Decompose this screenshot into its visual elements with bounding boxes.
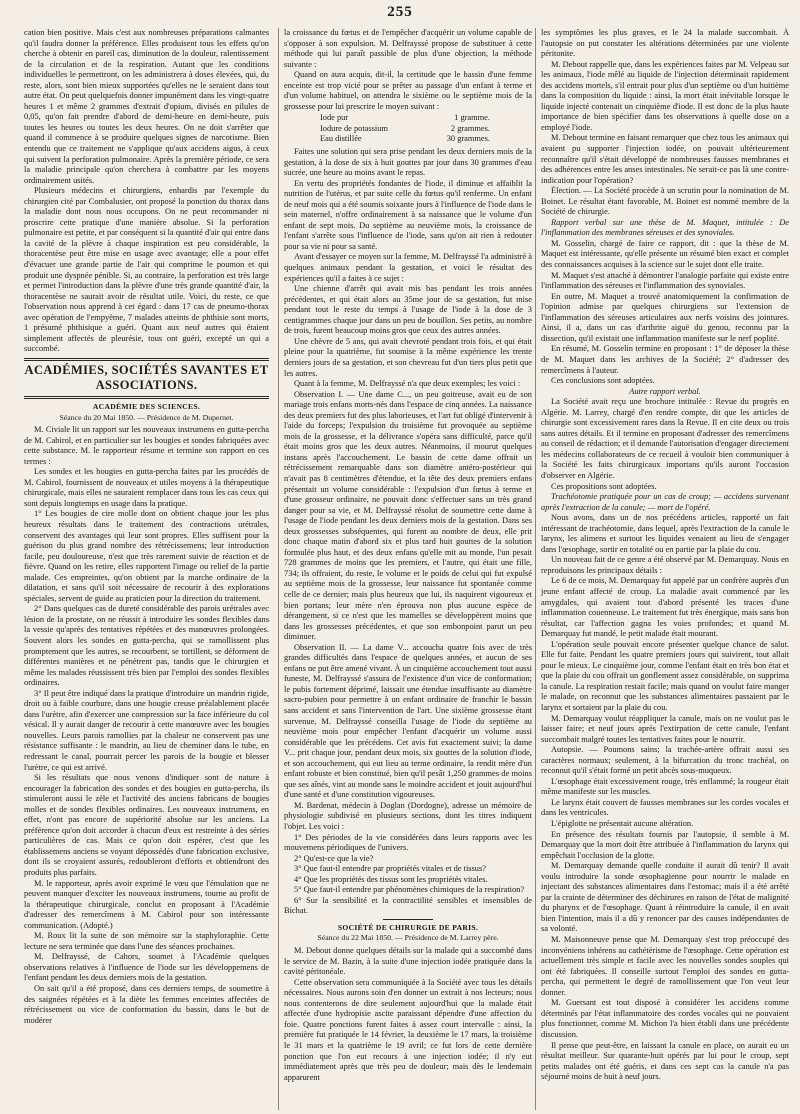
paragraph: M. Demarquay voulut réappliquer la canule, mais on ne voulut pas le laisser faire; et neuf jours après l'extirpation de cette canule, l'enfant succombait malgré toutes les tentatives faites pour le nourrir. — [541, 713, 789, 744]
paragraph: En résumé, M. Gosselin termine en proposant : 1° de déposer la thèse de M. Maquet dans les archives de la Société; 2° d'adresser des remercîmens à l'auteur. — [541, 344, 789, 375]
paragraph: Ces propositions sont adoptées. — [551, 481, 657, 491]
paragraph: L'opération seule pouvait encore présenter quelque chance de salut. Elle fut faite. Pendant les quatre premiers jours qui suivirent, tout allait pour le mieux. Le cinquième jour, comme l'enfant était en très bon état et que la plaie du cou offrait un gonflement assez considérable, on supprima la canule. La respiration restait facile; mais quand on voulut faire manger le malade, on reconnut que les substances alimentaires passaient par le larynx et sortaient par la plaie du cou. — [541, 639, 789, 712]
society-session: Séance du 22 Mai 1850. — Présidence de M. Larrey père. — [317, 933, 499, 943]
paragraph: Observation I. — Une dame C..., un peu goitreuse, avait eu de son mariage trois enfans morts-nés dans l'espace de cinq années. La naissance des deux premiers fut des plus laborieuses, et l'art fut obligé d'intervenir à l'aide du forceps; l'expulsion du troisième fut provoquée au septième mois de la grossesse, et la délivrance s'opéra sans difficulté, parce qu'il était moins gros que les deux autres. Néanmoins, il mourut quelques instans après l'accouchement. Le bassin de cette dame offrait un rétrécissement remarquable dans son diamètre antéro-postérieur qui n'avait pas 8 centimètres d'étendue, et la tête des deux premiers enfans présentait un volume considérable : l'expulsion d'un fœtus à terme et d'une grosseur ordinaire, ne pouvait donc s'effectuer sans un très grand danger pour sa vie, et M. Delfrayssé résolut de soumettre cette dame à l'usage de l'iode pendant les deux derniers mois de la gestation. Dans ses deux grossesses subséquentes, qui furent au nombre de deux, elle prit donc chaque matin d'abord six et plus tard huit gouttes de la solution formulée plus haut, et des deux enfans qu'elle mit au monde, l'un pesait 728 grammes de moins que les premiers, et l'autre, qui était une fille, 734; ils offraient, du reste, le volume et le poids de celui qui fut expulsé au septième mois de la grossesse, leur naissance fut spontanée comme celle de ce dernier; mais plus heureux que lui, ils naquirent vigoureux et bien portans; leur mère n'en éprouva non plus aucune espèce de dérangement, si ce n'est que les mamelles se développèrent moins que dans les grossesses précédentes, et que son embonpoint parut un peu diminuer. — [284, 389, 532, 642]
paragraph: En outre, M. Maquet a trouvé anatomiquement la confirmation de l'opinion admise par quelques chirurgiens sur l'extension de l'inflammation des séreuses articulaires aux nerfs voisins des jointures. Ainsi, il a, dans un cas d'arthrite aiguë du genou, reconnu par la dissection, qu'il existait une inflammation manifeste sur le nerf poplité. — [541, 291, 789, 343]
paragraph: Autopsie. — Poumons sains; la trachée-artère offrait aussi ses caractères normaux; seulement, à la bifurcation du tronc trachéal, on reconnut qu'il s'était formé un petit abcès sous-muqueux. — [541, 745, 789, 776]
paragraph: M. Debout rappelle que, dans les expériences faites par M. Velpeau sur les animaux, l'iode mêlé au liquide de l'injection déterminait rapidement des accidens mortels, s'il entrait pour plus d'un septième ou d'un huitième dans la composition du liquide : ainsi, la mort était inévitable lorsque le liquide injecté contenait un cinquième d'iode. Il est donc de la plus haute importance de bien spécifier dans les observations à quelle dose on a employé l'iode. — [541, 59, 789, 132]
paragraph: 5° Que faut-il entendre par phénomènes chimiques de la respiration? — [294, 885, 525, 895]
formula-list — [320, 113, 532, 145]
paragraph: M. Delfrayssé, de Cahors, soumet à l'Académie quelques observations relatives à l'influence de l'iode sur les développemens de l'enfant pendant les deux derniers mois de la gestation. — [24, 952, 269, 983]
paragraph: Avant d'essayer ce moyen sur la femme, M. Delfrayssé l'a administré à quelques animaux pendant la gestation, et voici le résultat des expériences qu'il a faites à ce sujet : — [284, 252, 532, 283]
paragraph: M. Maquet s'est attaché à démontrer l'analogie parfaite qui existe entre l'inflammation des séreuses et l'inflammation des synoviales. — [541, 270, 789, 291]
paragraph: M. Demarquay demande quelle conduite il aurait dû tenir? Il avait voulu introduire la sonde œsophagienne pour nourrir le malade en injectant des substances alimentaires dans l'estomac; mais il a été arrêté par la crainte de déterminer des déchirures en raison de l'état de malignité du pharynx et de l'œsophage. Quant à réintroduire la canule, il en avait bien l'intention, mais il a dû y renoncer par des causes indépendantes de sa volonté. — [541, 861, 789, 934]
paragraph: 1° Des périodes de la vie considérées dans leurs rapports avec les mouvemens périodiques de l'univers. — [284, 832, 532, 853]
paragraph: 2° Dans quelques cas de dureté considérable des parois urétrales avec lésion de la prostate, on ne réussit à introduire les sondes flexibles dans la vessie qu'après des tentatives répétées et des manœuvres prolongées. Souvent alors les sondes en gutta-percha, qui se ramollissent plus promptement que les autres, se recourbent, se tortillent, se déforment de différentes manières et ne pénètrent pas, tandis que le chirurgien et même les malades réussissent très bien par l'emploi des sondes flexibles ordinaires. — [24, 604, 269, 688]
paragraph: Quant à la femme, M. Delfrayssé n'a que deux exemples; les voici : — [294, 379, 521, 389]
academy-session: Séance du 20 Mai 1850. — Présidence de M. Dupernet. — [59, 412, 234, 422]
paragraph: Rapport verbal sur une thèse de M. Maquet, intitulée : De l'inflammation des membranes séreuses et des synoviales. — [541, 217, 789, 238]
paragraph: Quand on aura acquis, dit-il, la certitude que le bassin d'une femme enceinte est trop vicié pour se prêter au passage d'un enfant à terme et d'un volume habituel, on attendra le sixième ou le septième mois de la grossesse pour lui prescrire le moyen suivant : — [284, 70, 532, 111]
paragraph: 2° Qu'est-ce que la vie? — [294, 853, 374, 863]
paragraph: Faites une solution qui sera prise pendant les deux derniers mois de la gestation, à la dose de six à huit gouttes par jour dans 30 grammes d'eau sucrée, une heure au moins avant le repas. — [284, 147, 532, 178]
paragraph: Une chèvre de 5 ans, qui avait chevroté pendant trois fois, et qui était pleine pour la quatrième, fut soumise à la même expérience les trente derniers jours de sa gestation, et son chevreau fut d'un tiers plus petit que les autres. — [284, 336, 532, 378]
paragraph: M. Bardenat, médecin à Doglan (Dordogne), adresse un mémoire de physiologie subdivisé en plusieurs sections, dont les titres indiquent l'objet. Les voici : — [284, 800, 532, 832]
divider — [383, 919, 433, 920]
paragraph: Élection. — La Société procède à un scrutin pour la nomination de M. Boinet. Le résultat étant favorable, M. Boinet est nommé membre de la Société de chirurgie. — [541, 186, 789, 217]
paragraph: Une chienne d'arrêt qui avait mis bas pendant les trois années précédentes, et qui était alors au 35me jour de sa gestation, fut mise pendant tout le reste du temps à l'usage de l'iode à la dose de 3 centigrammes chaque jour dans un peu de bouillon. Ses petits, au nombre de trois, furent beaucoup moins gros que ceux des autres années. — [284, 284, 532, 336]
paragraph: Les sondes et les bougies en gutta-percha faites par les procédés de M. Cabirol, fournissent de nouveaux et utiles moyens à la thérapeutique chirurgicale, mais elles ne sauraient remplacer dans tous les cas ceux qui sont depuis longtemps en usage dans la pratique. — [24, 467, 269, 508]
column-1 — [24, 28, 269, 1110]
paragraph: M. Roux lit la suite de son mémoire sur la staphyloraphie. Cette lecture ne sera terminée que dans l'une des séances prochaines. — [24, 931, 269, 951]
section-title: ACADÉMIES, SOCIÉTÉS SAVANTES ET ASSOCIATIONS. — [24, 362, 269, 392]
paragraph: L'œsophage était excessivement rouge, très enflammé; la rougeur était même manifeste sur les muscles. — [541, 776, 789, 797]
paragraph: cation bien positive. Mais c'est aux nombreuses préparations calmantes qu'il faudra donner la préférence. Elles produisent tous les effets qu'on cherche à obtenir en pareil cas, diminution de la douleur, ralentissement de la circulation et de la respiration. Autant que les conditions individuelles le permettront, on les administrera à doses élevées, qui, du reste, alors, sont bien mieux supportées qu'elles ne le seraient dans tout autre état. On peut quelquefois donner impunément dans les vingt-quatre heures 1 et même 2 grammes d'extrait d'opium, divisés en pilules de 0,05, qu'on fait prendre d'abord de demi-heure en demi-heure, puis toutes les heures ou toutes les deux heures. On ne doit s'arrêter que quand il commence à se produire quelques signes de narcotisme. Bien entendu que ce traitement ne s'applique qu'aux accidens aigus, à ceux qui suivent la perforation pulmonaire. Après la première période, ce sera la maladie principale qu'on cherchera à combattre par les moyens ordinairement usités. — [24, 28, 269, 185]
paragraph: 6° Sur la sensibilité et la contractilité sensibles et insensibles de Bichat. — [284, 895, 532, 916]
page-number: 255 — [387, 4, 413, 20]
paragraph: La Société avait reçu une brochure intitulée : Revue du progrès en Algérie. M. Larrey, chargé d'en rendre compte, dit que les articles de chirurgie sont excessivement rares dans la Revue. Il en cite deux ou trois sans autres détails. Et il termine en proposant d'adresser des remercîmens au conseil de rédaction; et il demande l'autorisation d'engager directement les médecins collaborateurs de ce recueil à vouloir bien communiquer à la Société les faits chirurgicaux importans qu'ils auront l'occasion d'observer en Algérie. — [541, 397, 789, 480]
paragraph: les symptômes les plus graves, et le 24 la malade succombait. À l'autopsie on put constater les altérations déterminées par une violente péritonite. — [541, 28, 789, 59]
society-heading: SOCIÉTÉ DE CHIRURGIE DE PARIS. — [337, 922, 479, 932]
paragraph: Il pense que peut-être, en laissant la canule en place, on aurait eu un résultat meilleur. Sur quarante-huit opérés par lui pour le croup, sept petits malades ont été guéris, et dans ces sept cas la canule n'a pas séjourné moins de huit à neuf jours. — [541, 1040, 789, 1082]
paragraph: Cette observation sera communiquée à la Société avec tous les détails nécessaires. Nous aurons soin d'en donner un extrait à nos lecteurs; nous nous contenterons de dire seulement aujourd'hui que la malade était affectée d'une hydropisie ascite paraissant dépendre d'une affection du foie. Quatre ponctions furent faites à assez court intervalle : ainsi, la première fut pratiquée le 14 février, la deuxième le 17 mars, la troisième le 31 mars et la quatrième le 19 avril; ce fut lors de cette dernière ponction que l'on eut recours à une injection iodée; il n'y eut immédiatement après que très peu de douleur; mais dès le lendemain apparurent — [284, 977, 532, 1082]
paragraph: M. Civiale lit un rapport sur les nouveaux instrumens en gutta-percha de M. Cabirol, et en particulier sur les bougies et sondes fabriquées avec cette substance. M. le rapporteur résume et termine son rapport en ces termes : — [24, 425, 269, 466]
column-3 — [535, 28, 789, 1110]
paragraph: Ces conclusions sont adoptées. — [551, 376, 655, 386]
paragraph: Observation II. — La dame V... accoucha quatre fois avec de très grandes difficultés dans l'espace de quelques années, et aucun de ses enfans ne put être amené vivant. À un cinquième accouchement tout aussi funeste, M. Delfrayssé s'assura de l'existence d'un vice de conformation; le pubis fortement déprimé, laissait une étendue insuffisante au diamètre sacro-pubien pour permettre à un enfant ordinaire de franchir le bassin sans accident et sans l'intervention de l'art. Une sixième grossesse étant survenue, M. Delfrayssé conseilla l'usage de l'iode du septième au neuvième mois pour empêcher l'enfant d'acquérir un volume aussi considérable que les précédens. Cet avis fut exactement suivi; la dame V... prit chaque jour, pendant deux mois, six gouttes de la solution d'iode, et son accouchement, qui eut lieu au terme ordinaire, la rendit mère d'un enfant robuste et bien constitué, bien qu'il pesât 1,250 grammes de moins que ses aînés, vint au monde sans le moindre accident et jouit aujourd'hui d'une santé et d'une constitution vigoureuses. — [284, 642, 532, 800]
paragraph: M. Debout donne quelques détails sur la malade qui a succombé dans le service de M. Bazin, à la suite d'une injection iodée pratiquée dans la cavité péritonéale. — [284, 946, 532, 977]
paragraph: Un nouveau fait de ce genre a été observé par M. Demarquay. Nous en reproduisons les principaux détails : — [541, 555, 789, 575]
formula-row: Eau distillée 30 grammes. — [320, 134, 490, 144]
other-report-heading: Autre rapport verbal. — [629, 386, 701, 396]
paragraph: L'épiglotte ne présentait aucune altération. — [551, 819, 694, 829]
paragraph: M. Gosselin, chargé de faire ce rapport, dit : que la thèse de M. Maquet est intéressante, qu'elle présente un résumé bien exact et complet des connaissances acquises à la science sur le sujet dont elle traite. — [541, 238, 789, 270]
paragraph: Trachéotomie pratiquée pour un cas de croup; — accidens survenant après l'extraction de la canule; — mort de l'opéré. — [541, 492, 789, 512]
paragraph: M. le rapporteur, après avoir exprimé le vœu que l'émulation que ne peuvent manquer d'exciter les nouveaux instrumens, tourne au profit de la thérapeutique chirurgicale, conclut en proposant à l'Académie d'adresser des remercîmens à M. Cabirol pour son intéressante communication. (Adopté.) — [24, 878, 269, 930]
paragraph: En vertu des propriétés fondantes de l'iode, il diminue et affaiblit la nutrition de l'utérus, et par suite celle du fœtus qu'il renferme. Un enfant de neuf mois qui a été soumis soixante jours à l'influence de l'iode dans le sein maternel, n'offre ordinairement à sa naissance que le volume d'un enfant de sept mois. Du septième au neuvième mois, la croissance de l'enfant s'arrête sous l'influence de l'iode, sans qu'on ait rien à redouter pour sa vie ni pour sa santé. — [284, 178, 532, 251]
academy-heading: ACADÉMIE DES SCIENCES. — [92, 401, 201, 411]
paragraph: 4° Que les propriétés des tissus sont les propriétés vitales. — [294, 874, 488, 884]
paragraph: M. Maisonneuve pense que M. Demarquay s'est trop préoccupé des inconvéniens inhérens au cathétérisme de l'œsophage. Cette opération est actuellement très simple et facile avec les nouvelles sondes souples qui ont été fabriquées. Il conseille surtout l'emploi des sondes en gutta-percha, qui permettent le degré de ramollissement que l'on veut leur donner. — [541, 935, 789, 997]
paragraph: 3° Il peut être indiqué dans la pratique d'introduire un mandrin rigide, droit ou à faible courbure, dans une bougie creuse préalablement placée dans l'urètre, afin d'exercer une compression sur la face inférieure du col vésical. Il y aurait danger de recourir à cette manœuvre avec les bougies nouvelles. Leurs parois ramollies par la chaleur ne conservent pas une résistance suffisante : le mandrin, au lieu de cheminer dans le tube, en redressant le canal, pourrait percer les parois de la bougie et blesser l'urètre, ce qui est arrivé. — [24, 688, 269, 772]
paragraph: 1° Les bougies de cire molle dont on obtient chaque jour les plus heureux résultats dans le traitement des contractions urétrales, conservent des avantages qui leur sont propres. Elles suffisent pour la guérison du plus grand nombre des rétrécissemens; leur introduction facile, peu douloureuse, n'est que très rarement suivie de réaction et de fièvre. Quand on les retire, elles rapportent l'image ou relief de la partie malade. Ces empreintes, qu'on obtient par la marche ordinaire de la dilatation, et sans qu'il soit nécessaire de recourir à des explorations spéciales, servent de guide au praticien pour la direction du traitement. — [24, 509, 269, 603]
paragraph: M. Guersant est tout disposé à considérer les accidens comme déterminés par l'état inflammatoire des cordes vocales qui ne pouvaient plus fonctionner, comme M. Michon l'a bien établi dans une précédente discussion. — [541, 998, 789, 1039]
paragraph: Le 6 de ce mois, M. Demarquay fut appelé par un confrère auprès d'un jeune enfant affecté de croup. La maladie avait commencé par les amygdales, qui avaient tout d'abord présenté les traces d'une inflammation couenneuse. Le traitement fut très énergique, mais sans bon résultat, car l'affection gagna les voies profondes; et quand M. Demarquay fut mandé, le petit malade était mourant. — [541, 576, 789, 639]
paragraph: Nous avons, dans un de nos précédens articles, rapporté un fait intéressant de trachéotomie, dans lequel, après l'extraction de la canule le larynx, les alimens et surtout les liquides venaient au lieu de s'engager dans l'œsophage, sortir en totalité ou en partie par la plaie du cou. — [541, 513, 789, 554]
paragraph: On sait qu'il a été proposé, dans ces derniers temps, de soumettre à des saignées répétées et à la diète les femmes enceintes affectées de rétrécissement ou vice de conformation du bassin, dans le but de modérer — [24, 984, 269, 1025]
paragraph: la croissance du fœtus et de l'empêcher d'acquérir un volume capable de s'opposer à son expulsion. M. Delfrayssé propose de substituer à cette méthode qui lui paraît passible de plus d'une objection, la méthode suivante : — [284, 28, 532, 69]
section-rule — [24, 396, 269, 399]
formula-row: Iodure de potassium 2 grammes. — [320, 123, 490, 133]
paragraph: 3° Que faut-il entendre par propriétés vitales et de tissus? — [294, 864, 486, 874]
formula-row: Iode pur 1 gramme. — [320, 113, 490, 123]
column-2 — [278, 28, 532, 1110]
paragraph: En présence des résultats fournis par l'autopsie, il semble à M. Demarquay que la mort doit être attribuée à l'inflammation du larynx qui empêchait l'occlusion de la glotte. — [541, 829, 789, 860]
paragraph: Si les résultats que nous venons d'indiquer sont de nature à encourager la fabrication des sondes et des bougies en gutta-percha, ils stimuleront aussi le zèle et l'activité des anciens fabricans de bougies molles et de sondes flexibles ordinaires. Les nouveaux instrumens, en effet, n'ont pas encore de supériorité absolue sur les anciens. La préférence qu'on doit accorder à chacun d'eux est restreinte à des séries particulières de cas. Mais ce qu'on doit espérer, c'est que les établissemens anciens se voyant dépossédés d'une fabrication exclusive, dont ils se croyaient assurés, redoubleront d'efforts et obtiendront des produits plus parfaits. — [24, 773, 269, 878]
paragraph: Le larynx était couvert de fausses membranes sur les cordes vocales et dans les ventricules. — [541, 797, 789, 818]
paragraph: M. Debout termine en faisant remarquer que chez tous les animaux qui avaient pu supporter l'injection iodée, on pouvait ultérieurement reconnaître qu'il s'était développé de nombreuses fausses membranes et des adhérences entre les anses intestinales. Ne serait-ce pas là une contre-indication pour l'opération? — [541, 133, 789, 185]
paragraph: Plusieurs médecins et chirurgiens, enhardis par l'exemple du chirurgien cité par Combalusier, ont proposé la ponction du thorax dans la maladie dont nous nous occupons. On ne peut recommander ni proscrire cette pratique d'une manière absolue. Si la perforation pulmonaire est petite, et par conséquent si la quantité d'air qui entre dans la cavité de la plèvre à chaque inspiration est peu considérable, la thoracentèse peut être mise en usage avec avantage; elle a pour effet d'évacuer une grande partie de l'air qui comprime le poumon et qui produit une dyspnée pénible. Si, au contraire, la perforation est très large et permet l'introduction dans la plèvre d'une très grande quantité d'air, la thoracentèse ne saurait avoir de résultat utile. Voici, du reste, ce que l'observation nous apprend à cet égard : dans 17 cas de pneumo-thorax avec opération de l'empyème, 7 malades atteints de phthisie sont morts, 1 présumé phthisique a guéri. Quant aux neuf autres qui étaient simplement affectés de pleurésie, tous ont guéri, excepté un qui a succombé. — [24, 186, 269, 354]
section-rule — [24, 358, 269, 361]
